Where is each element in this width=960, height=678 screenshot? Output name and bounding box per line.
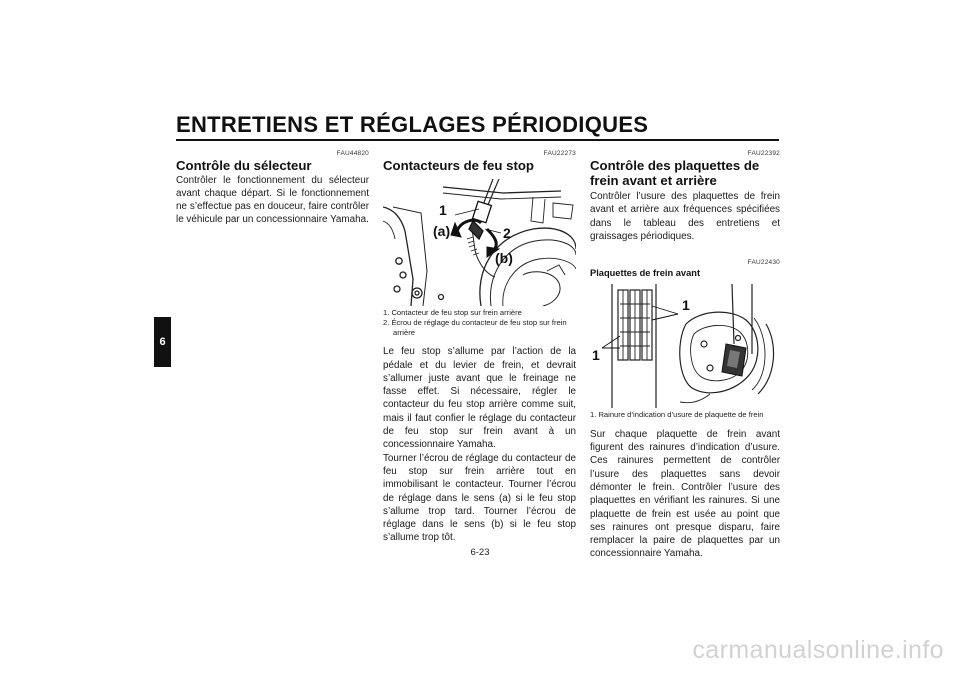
page-number: 6-23 [470,547,490,558]
section-brake-pads [590,150,780,561]
section-brake-light-switches [383,150,576,545]
figure-label-2: 2 [503,224,511,241]
figure-label-1: 1 [682,297,690,314]
body-paragraph: Contrôler le fonctionnement du sélecteur avant chaque départ. Si le fonctionnement ne s’effectue pas en douceur, faire contrôler le véhicule par un concessionnaire Yamaha. [176,174,369,226]
brake-switch-figure [383,179,576,306]
brake-switch-illustration [383,179,576,306]
section-heading: Contrôle du sélecteur [176,158,312,173]
body-paragraph: Tourner l’écrou de réglage du contacteur de feu stop sur frein arrière tout en immobilisant le contacteur. Tourner l’écrou de réglage dans le sens (a) si le feu stop s’allume trop tard. Tourner l’écrou de réglage dans le sens (b) si le feu stop s’allume trop tôt. [383,452,576,544]
figure-label-a: (a) [433,222,451,239]
watermark: carmanualsonline.info [692,636,944,664]
body-paragraph: Le feu stop s’allume par l’action de la pédale et du levier de frein, et devrait s’allumer juste avant que le freinage ne fasse effet. Si nécessaire, régler le contacteur du feu stop arrière comme suit, mais il faut confier le réglage du contacteur de feu stop sur frein avant à un concessionnaire Yamaha. [383,346,576,451]
subsection-heading: Plaquettes de frein avant [590,268,701,279]
figure-label-1: 1 [439,201,447,218]
figure-caption-list [590,410,780,420]
brake-pad-figure [590,284,780,408]
section-heading: Contacteurs de feu stop [383,158,534,173]
section-selector-check [176,150,369,227]
reference-code: FAU22430 [747,259,780,267]
reference-code: FAU22392 [747,150,780,157]
figure-label-b: (b) [495,249,513,266]
brake-pad-illustration [590,284,780,408]
title-rule [176,139,779,141]
figure-caption: 1. Rainure d’indication d’usure de plaquette de frein [590,410,764,420]
figure-label-1: 1 [592,347,600,364]
section-heading: Contrôle des plaquettes de frein avant et arrière [590,158,760,188]
figure-caption: 1. Contacteur de feu stop sur frein arrière [383,307,522,317]
body-paragraph: Contrôler l’usure des plaquettes de frein avant et arrière aux fréquences spécifiées dans le tableau des entretiens et graissages périodiques. [590,191,780,242]
figure-caption-list [383,308,576,338]
figure-caption: 2. Écrou de réglage du contacteur de feu stop sur frein arrière [383,318,567,337]
body-paragraph: Sur chaque plaquette de frein avant figurent des rainures d’indication d’usure. Ces rainures permettent de contrôler l’usure des plaquettes sans devoir démonter le frein. Contrôler l’usure des plaquettes en vérifiant les rainures. Si une plaquette de frein est usée au point que ses rainures ont presque disparu, faire remplacer la paire de plaquettes par un concessionnaire Yamaha. [590,428,780,560]
page-title: ENTRETIENS ET RÉGLAGES PÉRIODIQUES [176,112,649,137]
reference-code: FAU44820 [336,150,369,157]
chapter-tab: 6 [154,317,171,367]
reference-code: FAU22273 [543,150,576,157]
